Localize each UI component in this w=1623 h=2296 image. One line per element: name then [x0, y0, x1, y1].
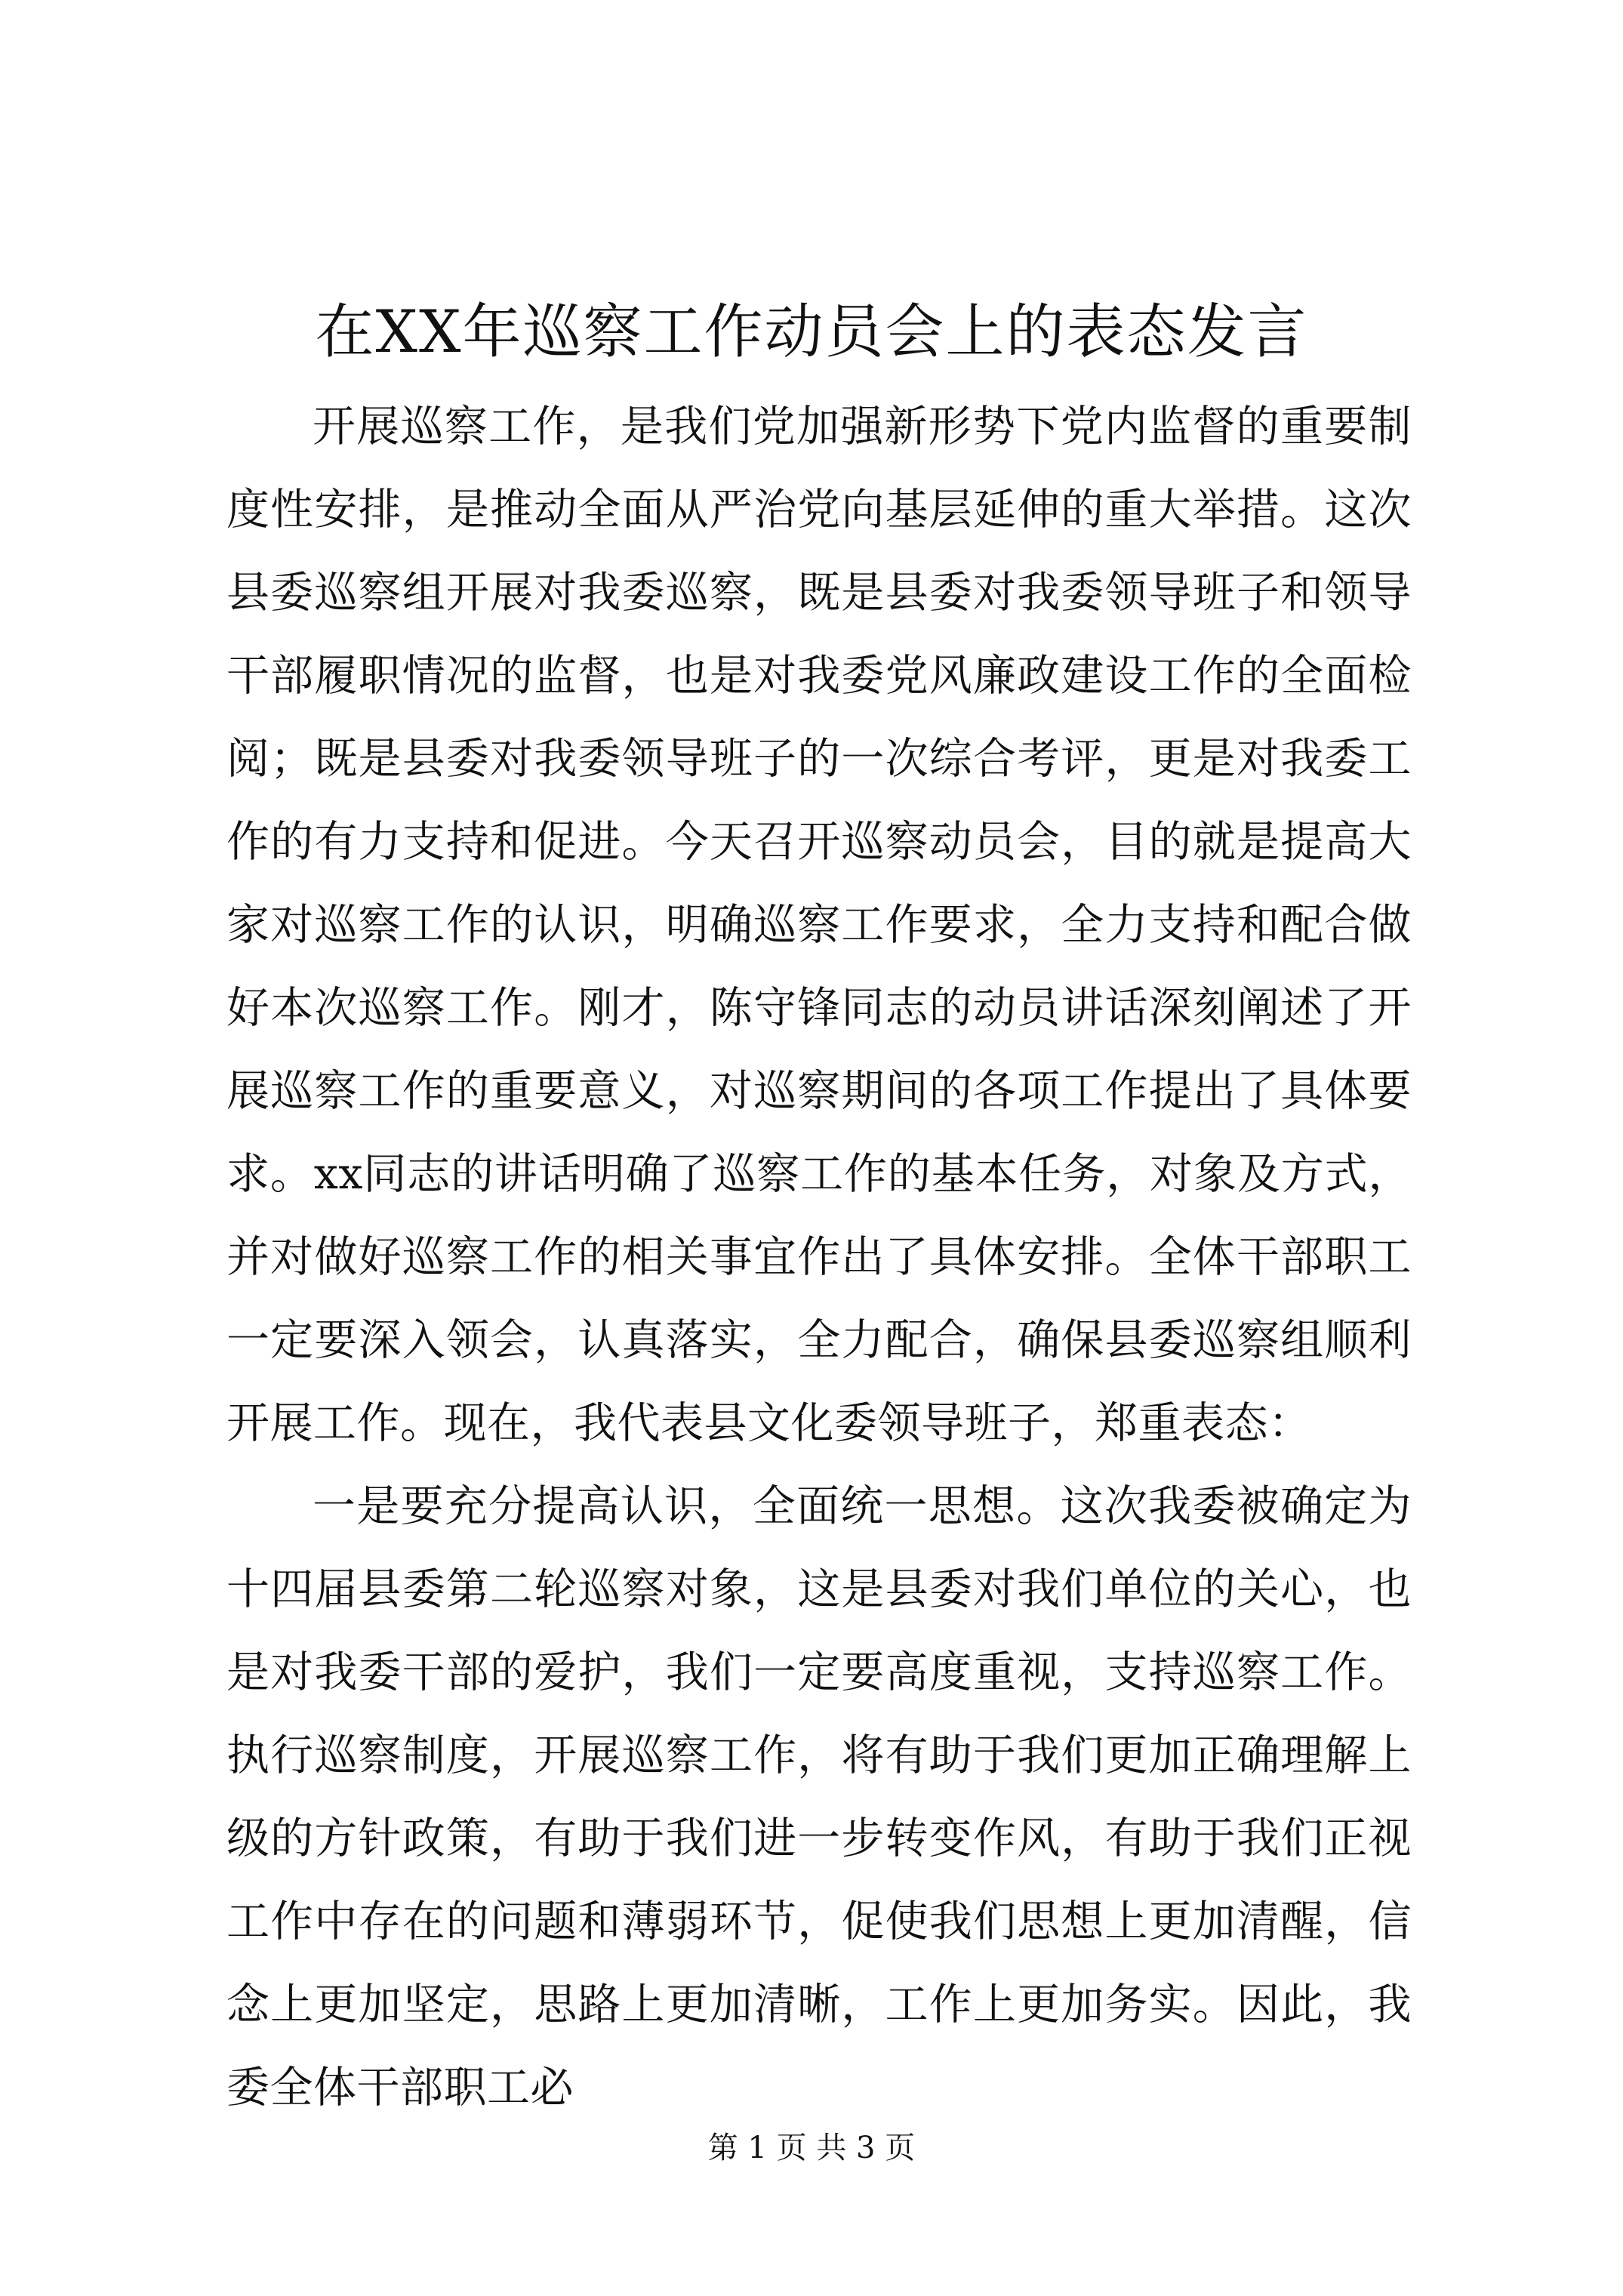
page-footer: [0, 2129, 1623, 2167]
page-number: 第 1 页 共 3 页: [707, 2131, 916, 2165]
paragraph-point-one: 一是要充分提高认识，全面统一思想。这次我委被确定为十四届县委第二轮巡察对象，这是县委对我们单位的关心，也是对我委干部的爱护，我们一定要高度重视，支持巡察工作。执行巡察制度，开展巡察工作，将有助于我们更加正确理解上级的方针政策，有助于我们进一步转变作风，有助于我们正视工作中存在的问题和薄弱环节，促使我们思想上更加清醒，信念上更加坚定，思路上更加清晰，工作上更加务实。因此，我委全体干部职工必: [226, 1481, 1412, 2113]
document-body: [226, 385, 1412, 2129]
document-title: 在XX年巡察工作动员会上的表态发言: [315, 298, 1308, 366]
paragraph-intro: 开展巡察工作，是我们党加强新形势下党内监督的重要制度性安排，是推动全面从严治党向基层延伸的重大举措。这次县委巡察组开展对我委巡察，既是县委对我委领导班子和领导干部履职情况的监督，也是对我委党风廉政建设工作的全面检阅；既是县委对我委领导班子的一次综合考评，更是对我委工作的有力支持和促进。今天召开巡察动员会，目的就是提高大家对巡察工作的认识，明确巡察工作要求，全力支持和配合做好本次巡察工作。刚才，陈守锋同志的动员讲话深刻阐述了开展巡察工作的重要意义，对巡察期间的各项工作提出了具体要求。xx同志的讲话明确了巡察工作的基本任务，对象及方式，并对做好巡察工作的相关事宜作出了具体安排。全体干部职工一定要深入领会，认真落实，全力配合，确保县委巡察组顺利开展工作。现在，我代表县文化委领导班子，郑重表态：: [226, 402, 1412, 1448]
